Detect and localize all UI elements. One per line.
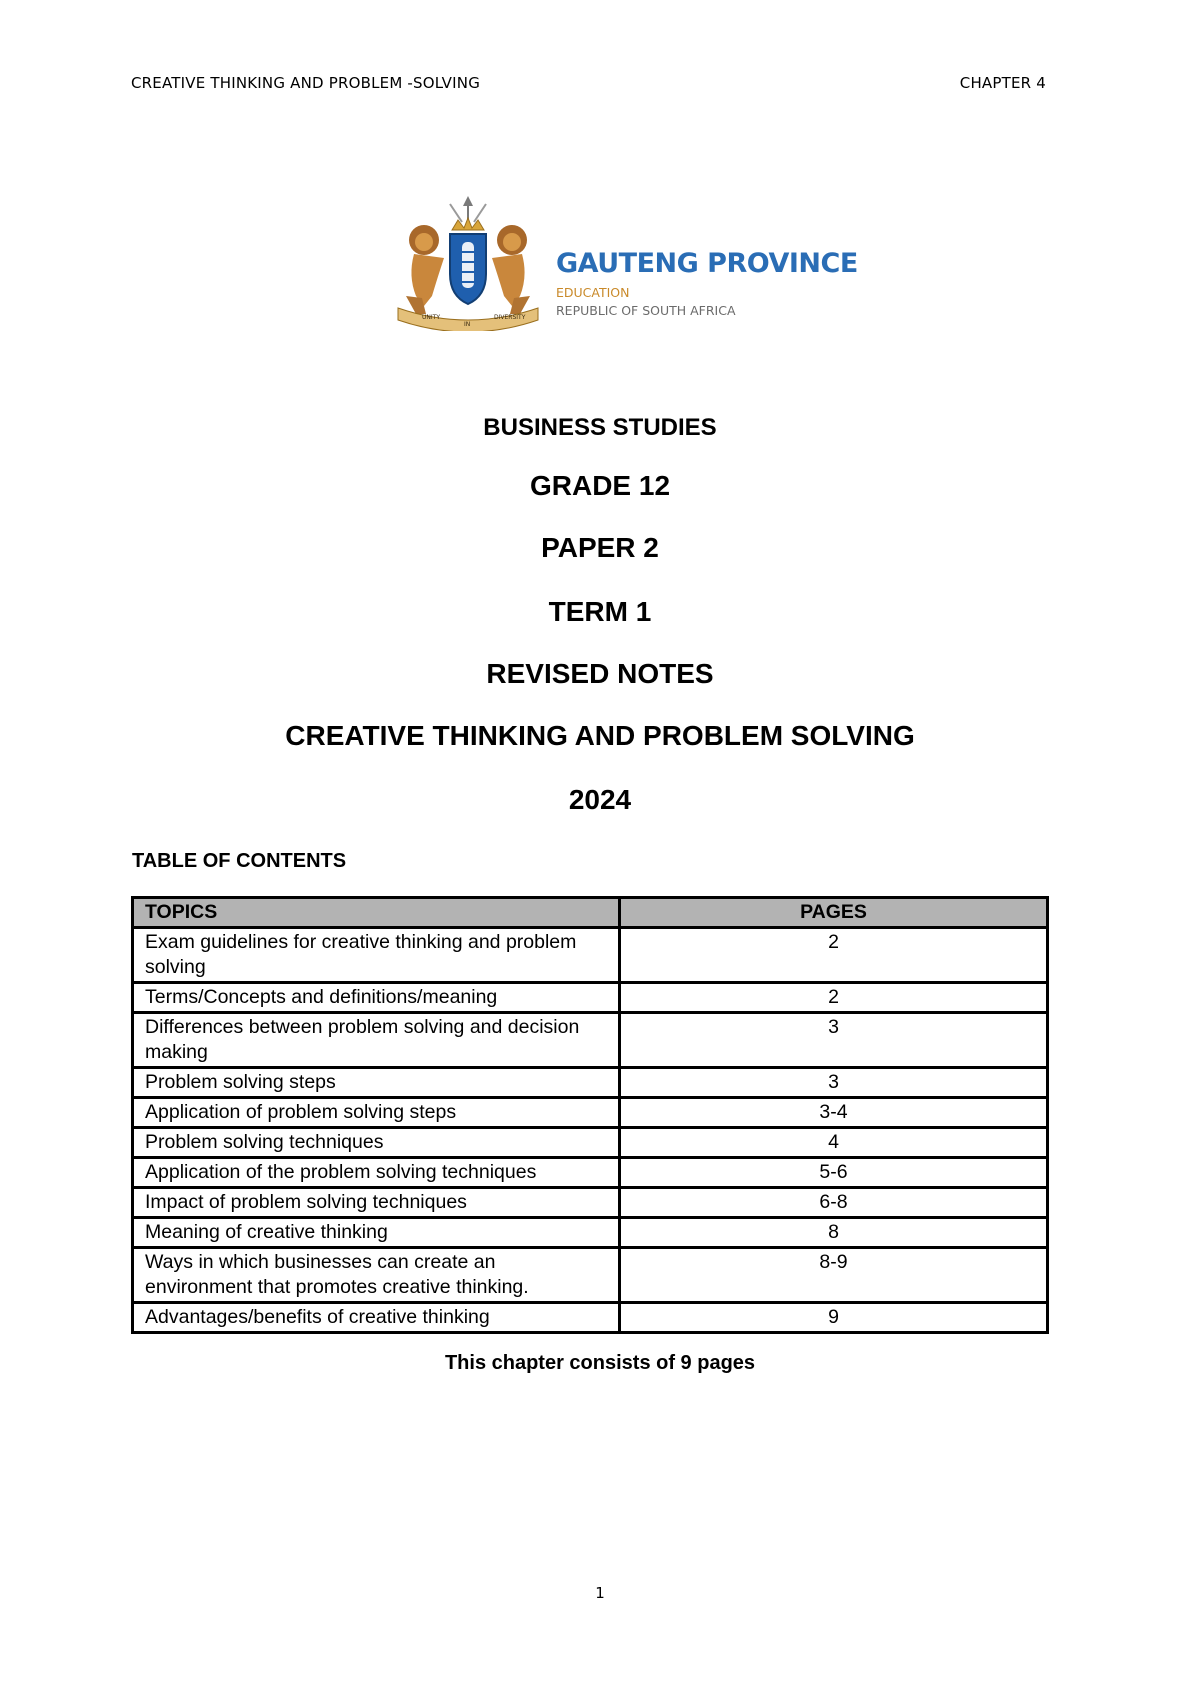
- table-row: [133, 928, 1048, 983]
- toc-table: [131, 896, 1049, 1334]
- toc-topic: Application of the problem solving techniques: [133, 1158, 620, 1188]
- toc-topic: Differences between problem solving and decision making: [133, 1013, 620, 1068]
- toc-pages: 8-9: [620, 1248, 1048, 1303]
- toc-pages: 3-4: [620, 1098, 1048, 1128]
- toc-topic: Problem solving techniques: [133, 1128, 620, 1158]
- motto-unity: UNITY: [422, 314, 440, 321]
- paper-title: PAPER 2: [541, 532, 659, 563]
- table-row: [133, 1158, 1048, 1188]
- toc-pages: 3: [620, 1013, 1048, 1068]
- table-row: [133, 1098, 1048, 1128]
- doc-type-title: REVISED NOTES: [486, 658, 714, 689]
- toc-column-pages: PAGES: [620, 898, 1048, 928]
- table-row: [133, 1248, 1048, 1303]
- toc-topic: Impact of problem solving techniques: [133, 1188, 620, 1218]
- toc-topic: Advantages/benefits of creative thinking: [133, 1303, 620, 1333]
- toc-pages: 9: [620, 1303, 1048, 1333]
- page-number: 1: [595, 1584, 605, 1602]
- table-row: [133, 1218, 1048, 1248]
- table-row: [133, 1303, 1048, 1333]
- toc-pages: 2: [620, 928, 1048, 983]
- motto-in: IN: [464, 321, 471, 328]
- header-left-title: CREATIVE THINKING AND PROBLEM -SOLVING: [131, 74, 481, 92]
- logo-wordmark: [556, 248, 858, 318]
- toc-topic: Ways in which businesses can create an environment that promotes creative thinking.: [133, 1248, 620, 1303]
- motto-diversity: DIVERSITY: [494, 314, 526, 321]
- toc-pages: 8: [620, 1218, 1048, 1248]
- toc-pages: 4: [620, 1128, 1048, 1158]
- toc-topic: Problem solving steps: [133, 1068, 620, 1098]
- toc-heading: TABLE OF CONTENTS: [132, 850, 347, 872]
- toc-topic: Application of problem solving steps: [133, 1098, 620, 1128]
- toc-topic: Exam guidelines for creative thinking and problem solving: [133, 928, 620, 983]
- grade-title: GRADE 12: [529, 470, 671, 501]
- table-row: [133, 1068, 1048, 1098]
- year-title: 2024: [568, 784, 632, 815]
- toc-header-row: [133, 898, 1048, 928]
- gauteng-education-logo: [388, 196, 858, 331]
- subject-title: BUSINESS STUDIES: [483, 414, 717, 441]
- chapter-length-note: This chapter consists of 9 pages: [444, 1352, 756, 1374]
- table-row: [133, 1188, 1048, 1218]
- logo-country: REPUBLIC OF SOUTH AFRICA: [556, 303, 736, 318]
- table-row: [133, 1128, 1048, 1158]
- toc-pages: 6-8: [620, 1188, 1048, 1218]
- toc-pages: 5-6: [620, 1158, 1048, 1188]
- toc-topic: Meaning of creative thinking: [133, 1218, 620, 1248]
- term-title: TERM 1: [548, 596, 652, 627]
- running-header: [131, 74, 1046, 92]
- toc-topic: Terms/Concepts and definitions/meaning: [133, 983, 620, 1013]
- toc-column-topics: TOPICS: [133, 898, 620, 928]
- logo-department: EDUCATION: [556, 285, 630, 300]
- logo-title: GAUTENG PROVINCE: [556, 248, 858, 279]
- table-row: [133, 1013, 1048, 1068]
- coat-of-arms-icon: [388, 196, 548, 331]
- toc-pages: 2: [620, 983, 1048, 1013]
- table-row: [133, 983, 1048, 1013]
- toc-pages: 3: [620, 1068, 1048, 1098]
- header-chapter: CHAPTER 4: [959, 74, 1046, 92]
- topic-title: CREATIVE THINKING AND PROBLEM SOLVING: [285, 720, 915, 751]
